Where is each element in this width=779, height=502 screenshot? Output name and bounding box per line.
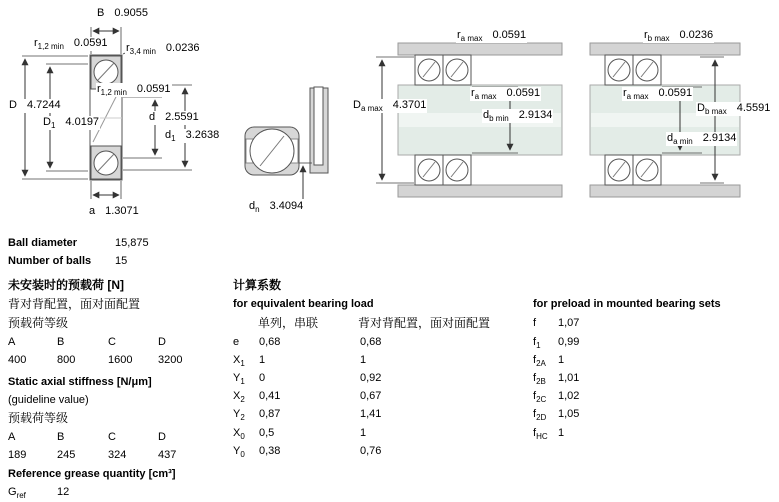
dim-subscript: 1 [171, 134, 176, 144]
preload-factor-symbol: $f_{HC}$ [533, 427, 548, 442]
factor-symbol: $X_0$ [233, 427, 245, 442]
dim-value: 0.0591 [658, 87, 693, 99]
factor-value-single: 0,5 [259, 427, 275, 439]
diagram-bearing-with-sleeve [245, 87, 328, 199]
factor-value-single: 0,38 [259, 445, 281, 457]
factor-symbol: $X_1$ [233, 354, 245, 369]
stiffness-value: 324 [108, 449, 127, 461]
factor-value-single: 0 [259, 372, 266, 384]
dim-subscript: 3,4 min [129, 47, 156, 57]
calc-factors-title-en: for equivalent bearing load [233, 298, 374, 310]
dim-subscript: b min [489, 114, 509, 124]
factor-value-paired: 0,67 [360, 390, 382, 402]
factor-value-paired: 1,41 [360, 408, 382, 420]
stiffness-header: D [158, 431, 166, 443]
dim-value: 4.3701 [392, 99, 427, 111]
preload-factor-symbol: f [533, 317, 537, 329]
dim-symbol: D [43, 116, 51, 128]
stiffness-class-label: 预载荷等级 [8, 411, 69, 425]
preload-header: D [158, 336, 166, 348]
preload-value: 400 [8, 354, 27, 366]
dim-symbol: D [9, 99, 17, 111]
stiffness-header: B [57, 431, 65, 443]
dim-symbol: G [8, 486, 17, 498]
preload-factor-value: 1,02 [558, 390, 580, 402]
calc-factors-title-zh: 计算系数 [233, 278, 282, 292]
dim-symbol: d [165, 129, 172, 141]
preload-factor-symbol: $f_{2A}$ [533, 354, 546, 369]
calc-factors-col2-header: 背对背配置，面对面配置 [358, 316, 491, 330]
preload-factor-symbol: $f_1$ [533, 336, 541, 351]
dim-label-r12-mid [96, 83, 172, 97]
factor-value-paired: 1 [360, 354, 367, 366]
dim-subscript: a max [626, 92, 649, 102]
dim-value: 3.4094 [269, 200, 304, 212]
dim-label-rb-max [643, 29, 714, 43]
dim-label-d [148, 111, 200, 125]
dim-label-Db-max [696, 102, 771, 116]
preload-unmounted-config: 背对背配置，面对面配置 [8, 297, 141, 311]
dim-subscript: 1,2 min [37, 42, 64, 52]
dim-subscript: ref [16, 491, 26, 501]
dim-value: 0.0591 [136, 83, 171, 95]
preload-header: A [8, 336, 16, 348]
ball-diameter-value: 15,875 [115, 237, 149, 249]
factor-symbol: $X_2$ [233, 390, 245, 405]
calc-factors-col1-header: 单列，串联 [258, 316, 319, 330]
dim-subscript: a min [673, 137, 693, 147]
stiffness-value: 437 [158, 449, 177, 461]
preload-header: B [57, 336, 65, 348]
factor-value-single: 0,41 [259, 390, 281, 402]
dim-symbol: r [34, 37, 38, 49]
dim-symbol: r [97, 83, 101, 95]
preload-unmounted-title: 未安装时的预载荷 [N] [8, 278, 124, 292]
dim-label-D [8, 99, 62, 113]
stiffness-header: A [8, 431, 16, 443]
preload-value: 800 [57, 354, 76, 366]
dim-subscript: n [255, 205, 260, 215]
factor-value-paired: 0,92 [360, 372, 382, 384]
dim-subscript: a max [460, 34, 483, 44]
dim-label-db-min [482, 109, 553, 123]
dim-symbol: B [97, 7, 105, 19]
grease-title: Reference grease quantity [cm³] [8, 468, 176, 480]
preload-factor-value: 1 [558, 427, 565, 439]
dim-symbol: r [471, 87, 475, 99]
diagram-mounted-pair-right [590, 43, 740, 197]
dim-value: 3.2638 [185, 129, 220, 141]
dim-label-r12-top [33, 37, 109, 51]
dim-subscript: 1,2 min [100, 88, 127, 98]
preload-factor-symbol: $f_{2B}$ [533, 372, 546, 387]
dim-value: 2.9134 [518, 109, 553, 121]
dim-subscript: 1 [50, 121, 56, 131]
dim-symbol: d [667, 132, 674, 144]
dim-value: 0.0236 [165, 42, 200, 54]
dim-symbol: d [483, 109, 490, 121]
factor-value-paired: 0,76 [360, 445, 382, 457]
dim-subscript: a max [360, 104, 383, 114]
preload-value: 1600 [108, 354, 133, 366]
factor-symbol: e [233, 336, 240, 348]
preload-factor-symbol: $f_{2C}$ [533, 390, 547, 405]
dim-symbol: a [89, 205, 96, 217]
dim-label-r34 [125, 42, 201, 56]
stiffness-value: 189 [8, 449, 27, 461]
factor-value-single: 0,87 [259, 408, 281, 420]
dim-symbol: r [644, 29, 648, 41]
preload-factor-value: 1,01 [558, 372, 580, 384]
preload-factor-value: 1 [558, 354, 565, 366]
grease-symbol [8, 486, 26, 502]
factor-value-single: 0,68 [259, 336, 281, 348]
dim-symbol: r [457, 29, 461, 41]
dim-label-ra-max-mid [470, 87, 541, 101]
dim-value: 2.9134 [702, 132, 737, 144]
factor-value-paired: 0,68 [360, 336, 382, 348]
preload-value: 3200 [158, 354, 183, 366]
preload-factors-title: for preload in mounted bearing sets [533, 298, 721, 310]
dim-value: 0.9055 [114, 7, 148, 19]
dim-label-d1 [164, 129, 220, 143]
dim-subscript: b max [647, 34, 670, 44]
dim-label-ra-max-right [622, 87, 693, 101]
dim-label-dn [248, 200, 304, 214]
dim-subscript: a max [474, 92, 497, 102]
factor-symbol: $Y_2$ [233, 408, 245, 423]
dim-value: 0.0236 [679, 29, 714, 41]
factor-symbol: $Y_0$ [233, 445, 245, 460]
stiffness-value: 245 [57, 449, 76, 461]
dim-label-width-B [96, 7, 149, 21]
dim-subscript: b max [704, 107, 727, 117]
grease-value: 12 [57, 486, 70, 498]
stiffness-header: C [108, 431, 116, 443]
dim-label-ra-max-top [456, 29, 527, 43]
dim-symbol: r [623, 87, 627, 99]
preload-factor-value: 0,99 [558, 336, 580, 348]
dim-symbol: d [149, 111, 156, 123]
dim-value: 1.3071 [105, 205, 139, 217]
dim-value: 0.0591 [492, 29, 527, 41]
dim-value: 4.0197 [65, 116, 100, 128]
preload-factor-value: 1,07 [558, 317, 580, 329]
dim-symbol: D [697, 102, 705, 114]
stiffness-title: Static axial stiffness [N/μm] [8, 376, 152, 388]
dim-label-da-min [666, 132, 737, 146]
dim-symbol: d [249, 200, 256, 212]
number-of-balls-label: Number of balls [8, 255, 92, 267]
stiffness-note: (guideline value) [8, 394, 89, 406]
preload-class-label: 预载荷等级 [8, 316, 69, 330]
factor-value-single: 1 [259, 354, 266, 366]
dim-label-D1 [42, 116, 100, 130]
dim-value: 4.7244 [26, 99, 61, 111]
number-of-balls-value: 15 [115, 255, 128, 267]
dim-symbol: r [126, 42, 130, 54]
preload-factor-value: 1,05 [558, 408, 580, 420]
preload-factor-symbol: $f_{2D}$ [533, 408, 547, 423]
dim-value: 2.5591 [165, 111, 199, 123]
factor-symbol: $Y_1$ [233, 372, 245, 387]
dim-label-Da-max [352, 99, 427, 113]
ball-diameter-label: Ball diameter [8, 237, 78, 249]
factor-value-paired: 1 [360, 427, 367, 439]
dim-label-a [88, 205, 140, 219]
preload-header: C [108, 336, 116, 348]
dim-value: 0.0591 [506, 87, 541, 99]
dim-value: 0.0591 [73, 37, 108, 49]
dim-value: 4.5591 [736, 102, 771, 114]
dim-symbol: D [353, 99, 361, 111]
